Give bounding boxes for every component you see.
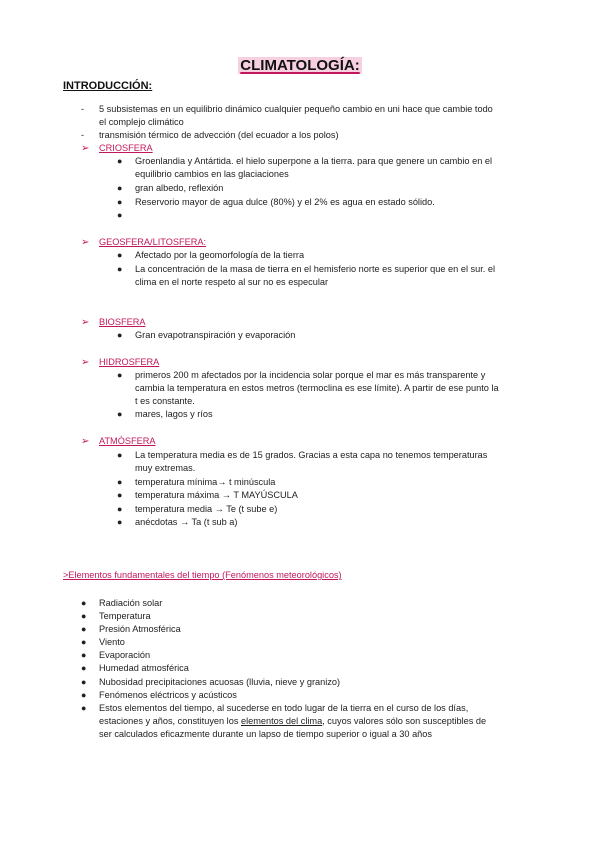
- elementos-summary-line-3: ser calculados eficazmente durante un lapso de tiempo superior o igual a 30 años: [99, 729, 432, 739]
- dash-marker: -: [81, 104, 85, 114]
- arrow-bullet-icon: ➢: [81, 143, 90, 154]
- intro-line-1: 5 subsistemas en un equilibrio dinámico cualquier pequeño cambio en uni hace que cambie todo: [99, 104, 493, 114]
- bullet-icon: ●: [81, 637, 87, 647]
- bullet-icon: ●: [117, 517, 123, 527]
- elemento-item: Temperatura: [99, 611, 151, 621]
- intro-line-1b: el complejo climático: [99, 117, 184, 127]
- bullet-icon: ●: [117, 156, 123, 166]
- bullet-icon: ●: [81, 624, 87, 634]
- bullet-icon: ●: [117, 183, 123, 193]
- summary-text: estaciones y años, constituyen los: [99, 716, 241, 726]
- section-hidrosfera: HIDROSFERA: [99, 357, 160, 367]
- bullet-icon: ●: [117, 197, 123, 207]
- atmosfera-bullet-4: temperatura media → Te (t sube e): [135, 504, 278, 514]
- arrow-bullet-icon: ➢: [81, 436, 90, 447]
- section-biosfera: BIOSFERA: [99, 317, 146, 327]
- elemento-item: Nubosidad precipitaciones acuosas (lluvia, nieve y granizo): [99, 677, 341, 687]
- bullet-icon: ●: [117, 264, 123, 274]
- bullet-icon: ●: [117, 450, 123, 460]
- bullet-icon: ●: [81, 650, 87, 660]
- bullet-icon: ●: [81, 703, 87, 713]
- bullet-icon: ●: [117, 477, 123, 487]
- hidrosfera-bullet-1b: cambia la temperatura en estos metros (termoclina es ese límite). A partir de ese punto la: [135, 383, 499, 393]
- elemento-item: Fenómenos eléctricos y acústicos: [99, 690, 237, 700]
- geosfera-bullet-2b: clima en el norte respeto al sur no es especular: [135, 277, 329, 287]
- bullet-icon: ●: [117, 250, 123, 260]
- atmosfera-bullet-2: temperatura mínima→ t minúscula: [135, 477, 276, 487]
- arrow-bullet-icon: ➢: [81, 317, 90, 328]
- bullet-icon: ●: [117, 330, 123, 340]
- section-atmosfera: ATMÓSFERA: [99, 436, 156, 446]
- atmosfera-bullet-5: anécdotas → Ta (t sub a): [135, 517, 238, 527]
- criosfera-bullet-2: gran albedo, reflexión: [135, 183, 224, 193]
- elemento-item: Presión Atmosférica: [99, 624, 181, 634]
- hidrosfera-bullet-1c: t es constante.: [135, 396, 195, 406]
- arrow-bullet-icon: ➢: [81, 237, 90, 248]
- bullet-icon: ●: [117, 490, 123, 500]
- section-criosfera: CRIOSFERA: [99, 143, 153, 153]
- elementos-summary-line-2: [99, 715, 486, 728]
- intro-heading: INTRODUCCIÓN:: [63, 80, 153, 92]
- elemento-item: Humedad atmosférica: [99, 663, 189, 673]
- elementos-del-clima-link[interactable]: elementos del clima: [240, 716, 323, 726]
- page-title: CLIMATOLOGÍA:: [240, 57, 360, 74]
- arrow-bullet-icon: ➢: [81, 357, 90, 368]
- geosfera-bullet-1: Afectado por la geomorfología de la tierra: [135, 250, 305, 260]
- elementos-heading: >Elementos fundamentales del tiempo (Fenómenos meteorológicos): [63, 570, 342, 580]
- dash-marker: -: [81, 130, 85, 140]
- bullet-icon: ●: [117, 370, 123, 380]
- bullet-icon: ●: [81, 690, 87, 700]
- criosfera-bullet-1: Groenlandia y Antártida. el hielo superpone a la tierra. para que genere un cambio en el: [135, 156, 493, 166]
- criosfera-bullet-1b: equilibrio cambios en las glaciaciones: [135, 169, 289, 179]
- geosfera-bullet-2: La concentración de la masa de tierra en el hemisferio norte es superior que en el sur. el: [135, 264, 496, 274]
- biosfera-bullet-1: Gran evapotranspiración y evaporación: [135, 330, 296, 340]
- intro-line-2: transmisión térmico de advección (del ecuador a los polos): [99, 130, 339, 140]
- atmosfera-bullet-3: temperatura máxima → T MAYÚSCULA: [135, 490, 298, 500]
- elemento-item: Radiación solar: [99, 598, 163, 608]
- bullet-icon: ●: [81, 677, 87, 687]
- bullet-icon: ●: [117, 409, 123, 419]
- hidrosfera-bullet-1: primeros 200 m afectados por la incidencia solar porque el mar es más transparente y: [135, 370, 486, 380]
- elemento-item: Viento: [99, 637, 125, 647]
- bullet-icon: ●: [81, 598, 87, 608]
- elementos-summary-line-1: Estos elementos del tiempo, al sucederse en todo lugar de la tierra en el curso de los días,: [99, 703, 469, 713]
- section-geosfera: GEOSFERA/LITOSFERA:: [99, 237, 207, 247]
- summary-text: , cuyos valores sólo son susceptibles de: [322, 716, 487, 726]
- bullet-icon: ●: [117, 504, 123, 514]
- bullet-icon: ●: [81, 611, 87, 621]
- atmosfera-bullet-1: La temperatura media es de 15 grados. Gracias a esta capa no tenemos temperaturas: [135, 450, 488, 460]
- atmosfera-bullet-1b: muy extremas.: [135, 463, 196, 473]
- hidrosfera-bullet-2: mares, lagos y ríos: [135, 409, 213, 419]
- bullet-icon: ●: [117, 210, 123, 220]
- elemento-item: Evaporación: [99, 650, 151, 660]
- criosfera-bullet-3: Reservorio mayor de agua dulce (80%) y el 2% es agua en estado sólido.: [135, 197, 435, 207]
- bullet-icon: ●: [81, 663, 87, 673]
